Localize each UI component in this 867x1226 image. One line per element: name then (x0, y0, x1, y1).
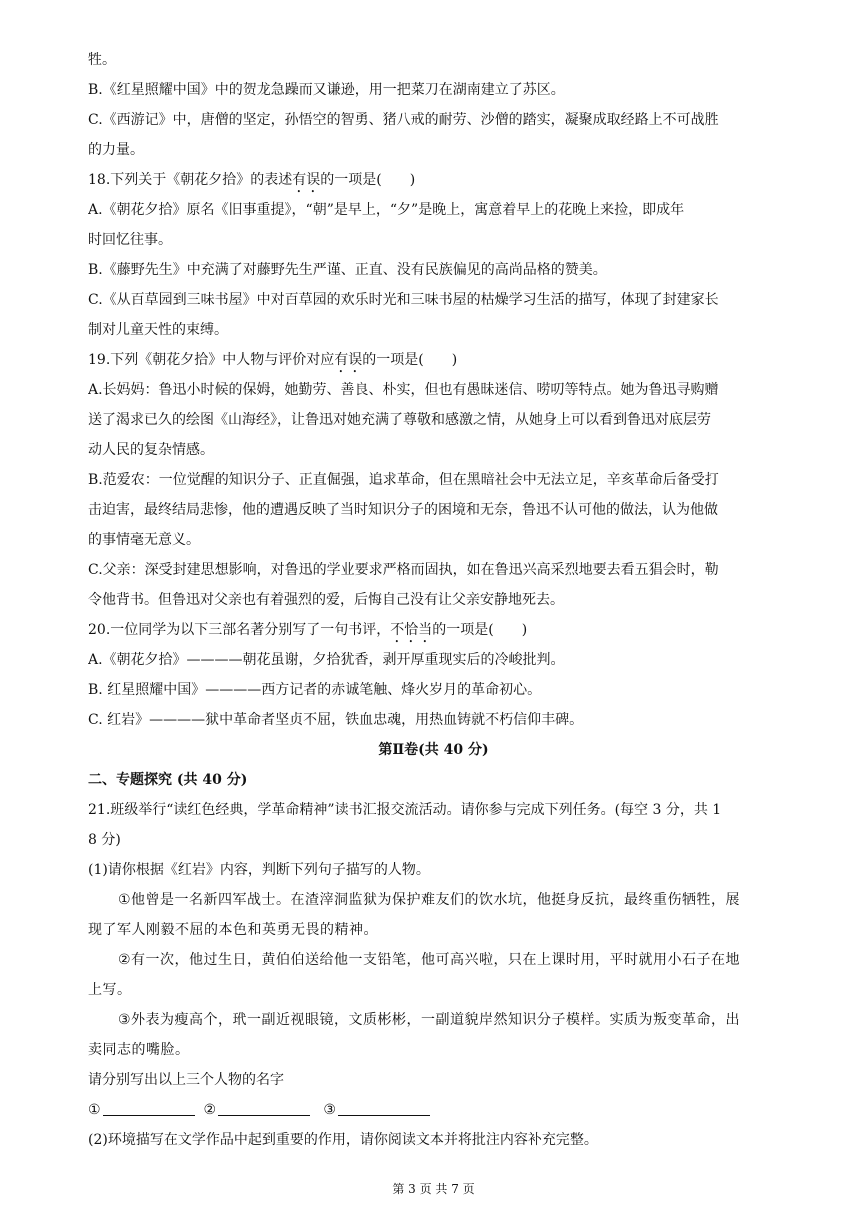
text-line: 的事情毫无意义。 (88, 532, 200, 548)
text-line: 请分别写出以上三个人物的名字 (88, 1072, 284, 1088)
text-line: 卖同志的嘴脸。 (88, 1042, 190, 1058)
section-title: 第Ⅱ卷(共 40 分) (378, 742, 489, 758)
answer-blank-2[interactable] (218, 1101, 310, 1116)
text-line: (2)环境描写在文学作品中起到重要的作用，请你阅读文本并将批注内容补充完整。 (88, 1132, 598, 1148)
text-line: 动人民的复杂情感。 (88, 442, 214, 458)
text-line: 击迫害，最终结局悲惨，他的遭遇反映了当时知识分子的困境和无奈，鲁迅不认可他的做法，认为他做 (88, 502, 718, 518)
text-line: C.《西游记》中，唐僧的坚定，孙悟空的智勇、猪八戒的耐劳、沙僧的踏实，凝聚成取经路上不可战胜 (88, 112, 719, 128)
text-line: 8 分) (88, 832, 121, 848)
text-line: C.《从百草园到三味书屋》中对百草园的欢乐时光和三味书屋的枯燥学习生活的描写，体现了封建家长 (88, 292, 719, 308)
text-line: 21.班级举行“读红色经典，学革命精神”读书汇报交流活动。请你参与完成下列任务。(每空 3 分，共 1 (88, 802, 722, 818)
text-line: 时回忆往事。 (88, 232, 172, 248)
text-line: A.长妈妈：鲁迅小时候的保姆，她勤劳、善良、朴实，但也有愚昧迷信、唠叨等特点。她为鲁迅寻购赠 (88, 382, 719, 398)
answer-blank-3[interactable] (338, 1101, 430, 1116)
text-line: 现了军人刚毅不屈的本色和英勇无畏的精神。 (88, 922, 378, 938)
text-line: 令他背书。但鲁迅对父亲也有着强烈的爱，后悔自己没有让父亲安静地死去。 (88, 592, 564, 608)
text-line: A.《朝花夕拾》————朝花虽谢，夕拾犹香，剥开厚重现实后的冷峻批判。 (88, 652, 565, 668)
text-line: C.父亲：深受封建思想影响，对鲁迅的学业要求严格而固执，如在鲁迅兴高采烈地要去看五猖会时，勒 (88, 562, 719, 578)
question-20: 20.一位同学为以下三部名著分别写了一句书评，不恰当的一项是( ) (88, 622, 528, 638)
question-19: 19.下列《朝花夕拾》中人物与评价对应有误的一项是( ) (88, 352, 458, 368)
text-line: 牲。 (88, 52, 116, 68)
text-line: B.范爱农：一位觉醒的知识分子、正直倔强，追求革命，但在黑暗社会中无法立足，辛亥革命后备受打 (88, 472, 719, 488)
answer-blank-1[interactable] (103, 1101, 195, 1116)
text-line: 送了渴求已久的绘图《山海经》，让鲁迅对她充满了尊敬和感激之情，从她身上可以看到鲁迅对底层劳 (88, 412, 711, 428)
text-line: 制对儿童天性的束缚。 (88, 322, 228, 338)
text-line: ③外表为瘦高个，玳一副近视眼镜，文质彬彬，一副道貌岸然知识分子模样。实质为叛变革命，出 (118, 1012, 741, 1028)
text-line: ②有一次，他过生日，黄伯伯送给他一支铅笔，他可高兴啦，只在上课时用，平时就用小石子在地 (118, 952, 741, 968)
page-footer: 第 3 页 共 7 页 (392, 1182, 475, 1196)
text-line: 的力量。 (88, 142, 144, 158)
part-title: 二、专题探究 (共 40 分) (88, 772, 248, 788)
text-line: ①他曾是一名新四军战士。在渣滓洞监狱为保护难友们的饮水坑，他挺身反抗，最终重伤牺牲，展 (118, 892, 741, 908)
text-line: B. 红星照耀中国》————西方记者的赤诚笔触、烽火岁月的革命初心。 (88, 682, 542, 698)
question-18: 18.下列关于《朝花夕拾》的表述有误的一项是( ) (88, 172, 416, 188)
text-line: 上写。 (88, 982, 132, 998)
answer-blanks: ① ② ③ (88, 1100, 785, 1120)
text-line: B.《红星照耀中国》中的贺龙急躁而又谦逊，用一把菜刀在湖南建立了苏区。 (88, 82, 565, 98)
text-line: C. 红岩》————狱中革命者坚贞不屈，铁血忠魂，用热血铸就不朽信仰丰碑。 (88, 712, 584, 728)
text-line: A.《朝花夕拾》原名《旧事重提》，“朝”是早上，“夕”是晚上，寓意着早上的花晚上来捡，即成年 (88, 202, 685, 218)
text-line: (1)请你根据《红岩》内容，判断下列句子描写的人物。 (88, 862, 430, 878)
text-line: B.《藤野先生》中充满了对藤野先生严谨、正直、没有民族偏见的高尚品格的赞美。 (88, 262, 607, 278)
